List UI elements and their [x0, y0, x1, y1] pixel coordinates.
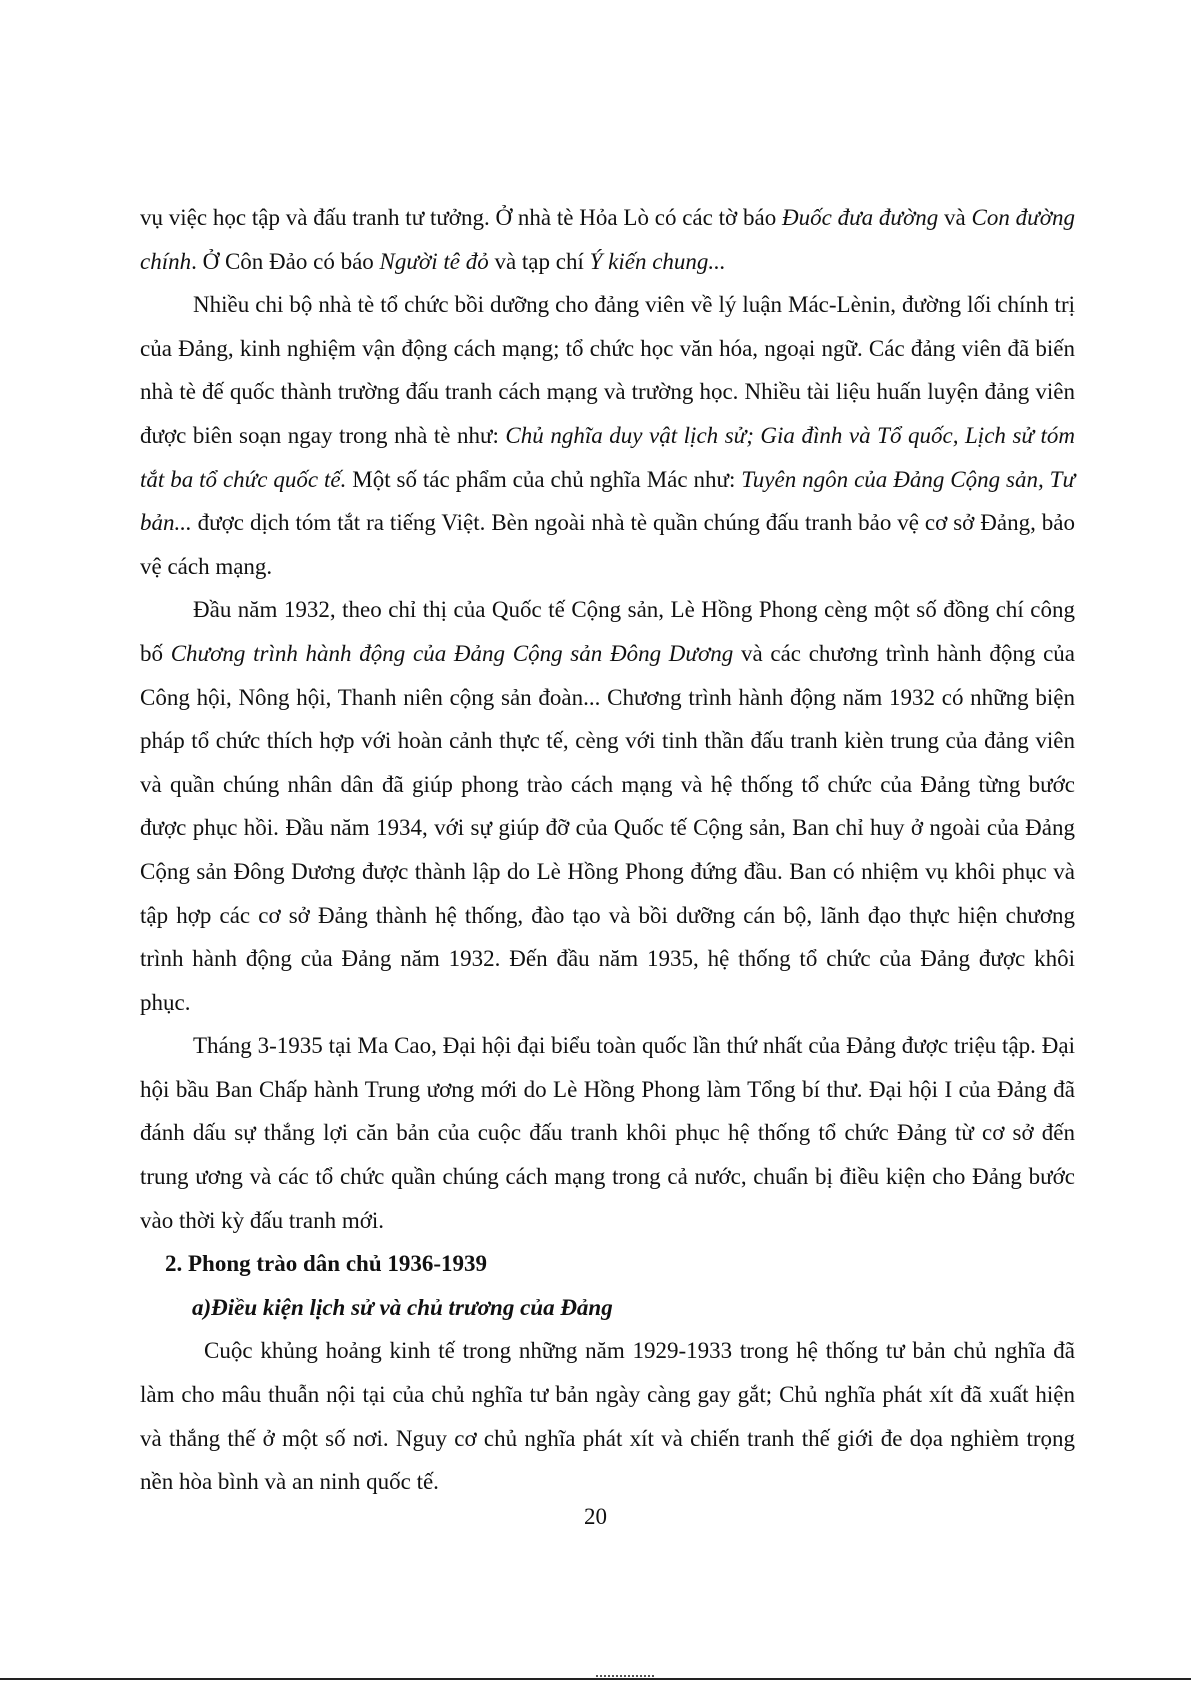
section-heading: 2. Phong trào dân chủ 1936-1939: [165, 1251, 488, 1277]
newspaper-title-con-duong-chinh: Con đường chính: [140, 205, 1075, 274]
journal-title-y-kien-chung: Ý kiến chung...: [589, 248, 726, 274]
marx-works-titles: Tuyên ngôn của Đảng Cộng sản, Tư bản...: [140, 466, 1075, 536]
newspaper-title-duoc-dua-duong: Đuốc đưa đường: [781, 205, 939, 230]
text-segment: được dịch tóm tắt ra tiếng Việt. Bèn ngoài nhà tè quần chúng đấu tranh bảo vệ cơ sở Đảng, bảo vệ cách mạng.: [140, 510, 1075, 579]
text-segment: Một số tác phẩm của chủ nghĩa Mác như:: [346, 466, 742, 492]
document-titles-italic: Chủ nghĩa duy vật lịch sử; Gia đình và Tổ quốc, Lịch sử tóm tắt ba tổ chức quốc tế.: [140, 422, 1075, 492]
page-number: 20: [584, 1504, 607, 1529]
text-segment: và tạp chí: [488, 248, 590, 274]
newspaper-title-nguoi-tu-do: Người tê đỏ: [379, 248, 489, 274]
text-segment: và các chương trình hành động của Công hội, Nông hội, Thanh niên cộng sản đoàn... Chương trình hành động năm 1932 có những biện pháp tổ chức thích hợp với hoàn cảnh thực tế, cèng với tinh thần đấu tranh kièn trung của đảng viên và quần chúng nhân dân đã giúp phong trào cách mạng và hệ thống tổ chức của Đảng từng bước được phục hồi. Đầu năm 1934, với sự giúp đỡ của Quốc tế Cộng sản, Ban chỉ huy ở ngoài của Đảng Cộng sản Đông Dương được thành lập do Lè Hồng Phong đứng đầu. Ban có nhiệm vụ khôi phục và tập hợp các cơ sở Đảng thành hệ thống, đào tạo và bồi dưỡng cán bộ, lãnh đạo thực hiện chương trình hành động của Đảng năm 1932. Đến đầu năm 1935, hệ thống tổ chức của Đảng được khôi phục.: [140, 640, 1075, 1015]
page-body: [140, 196, 1075, 1504]
action-program-title: Chương trình hành động của Đảng Cộng sản Đông Dương: [170, 640, 734, 666]
text-segment: Nhiều chi bộ nhà tè tổ chức bồi dưỡng cho đảng viên về lý luận Mác-Lènin, đường lối chính trị của Đảng, kinh nghiệm vận động cách mạng; tổ chức học văn hóa, ngoại ngữ. Các đảng viên đã biến nhà tè đế quốc thành trường đấu tranh cách mạng và trường học. Nhiều tài liệu huấn luyện đảng viên được biên soạn ngay trong nhà tè như:: [140, 292, 1075, 448]
text-segment: và: [938, 205, 972, 230]
paragraph-action-program-1932: [140, 588, 1075, 1024]
paragraph-prison-training: [140, 283, 1075, 588]
paragraph-newspapers: [140, 196, 1075, 283]
text-segment: vụ việc học tập và đấu tranh tư tưởng. Ở nhà tè Hỏa Lò có các tờ báo: [140, 205, 782, 230]
text-segment: Đầu năm 1932, theo chỉ thị của Quốc tế Cộng sản, Lè Hồng Phong cèng một số đồng chí công bố: [140, 597, 1075, 666]
text-segment: Tháng 3-1935 tại Ma Cao, Đại hội đại biểu toàn quốc lần thứ nhất của Đảng được triệu tập. Đại hội bầu Ban Chấp hành Trung ương mới do Lè Hồng Phong làm Tổng bí thư. Đại hội I của Đảng đã đánh dấu sự thắng lợi căn bản của cuộc đấu tranh khôi phục hệ thống tổ chức Đảng từ cơ sở đến trung ương và các tổ chức quần chúng cách mạng trong cả nước, chuẩn bị điều kiện cho Đảng bước vào thời kỳ đấu tranh mới.: [140, 1033, 1075, 1233]
bottom-border-mark: [596, 1675, 654, 1680]
paragraph-economic-crisis: Cuộc khủng hoảng kinh tế trong những năm 1929-1933 trong hệ thống tư bản chủ nghĩa đã làm cho mâu thuẫn nội tại của chủ nghĩa tư bản ngày càng gay gắt; Chủ nghĩa phát xít đã xuất hiện và thắng thế ở một số nơi. Nguy cơ chủ nghĩa phát xít và chiến tranh thế giới đe dọa nghièm trọng nền hòa bình và an ninh quốc tế.: [140, 1338, 1075, 1495]
subsection-heading: a)Điều kiện lịch sử và chủ trương của Đảng: [192, 1294, 613, 1320]
paragraph-first-congress: [140, 1024, 1075, 1242]
text-segment: . Ở Côn Đảo có báo: [191, 248, 380, 274]
